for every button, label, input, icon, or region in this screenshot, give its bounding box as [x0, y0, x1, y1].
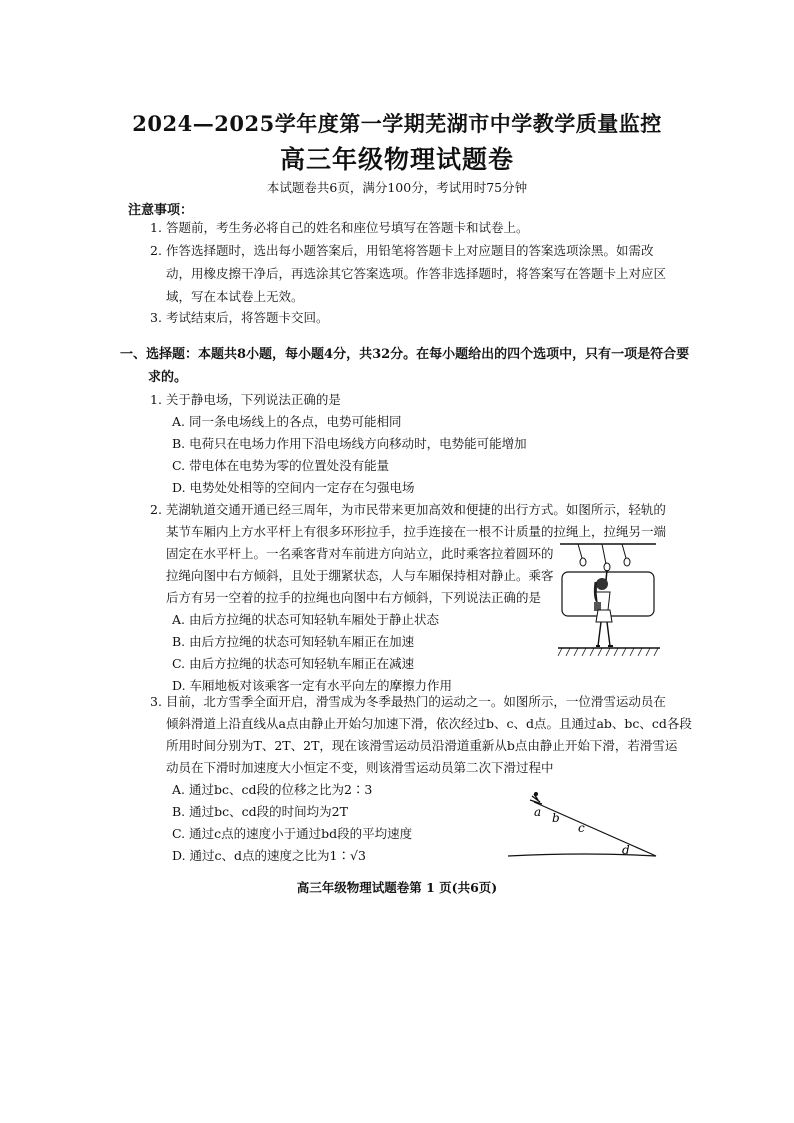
page-footer: 高三年级物理试题卷第 1 页(共6页) [296, 880, 498, 895]
question-2-option-c: C. 由后方拉绳的状态可知轻轨车厢正在减速 [172, 656, 415, 671]
section-heading-line: 一、选择题：本题共8小题，每小题4分，共32分。在每小题给出的四个选项中，只有一项是符合要 [120, 347, 690, 362]
point-label-c: c [578, 821, 585, 835]
exam-meta: 本试题卷共6页，满分100分，考试用时75分钟 [266, 180, 528, 195]
notice-item-text: 域，写在本试卷上无效。 [166, 289, 304, 304]
question-3-option-a: A. 通过bc、cd段的位移之比为2∶3 [172, 782, 373, 797]
question-1-option-c: C. 带电体在电势为零的位置处没有能量 [172, 458, 390, 473]
question-2-stem-line: 2. 芜湖轨道交通开通已经三周年，为市民带来更加高效和便捷的出行方式。如图所示，轻轨的 [150, 502, 666, 517]
question-3-stem-line: 所用时间分别为T、2T、2T，现在该滑雪运动员沿滑道重新从b点由静止开始下滑，若滑雪运 [166, 738, 678, 753]
question-3-option-c: C. 通过c点的速度小于通过bd段的平均速度 [172, 826, 413, 841]
notice-item-1 [150, 216, 710, 239]
exam-title: 2024—2025学年度第一学期芜湖市中学教学质量监控 [132, 111, 662, 136]
passenger [594, 544, 613, 646]
notice-item-number: 1. [150, 220, 162, 235]
question-2-stem-line: 固定在水平杆上。一名乘客背对车前进方向站立，此时乘客拉着圆环的 [166, 546, 554, 561]
question-3-option-b: B. 通过bc、cd段的时间均为2T [172, 804, 348, 819]
notice-item-2 [150, 239, 710, 308]
hanging-strap-front [622, 544, 630, 566]
section-heading [120, 343, 710, 389]
notice-item-number: 3. [150, 310, 162, 325]
notice-item-3 [150, 306, 710, 329]
notice-heading: 注意事项： [128, 203, 194, 218]
train-passenger-figure [556, 540, 662, 662]
question-2-option-a: A. 由后方拉绳的状态可知轻轨车厢处于静止状态 [172, 612, 439, 627]
point-label-d: d [622, 843, 630, 857]
question-3-stem-line: 倾斜滑道上沿直线从a点由静止开始匀加速下滑，依次经过b、c、d点。且通过ab、bc、cd各段 [166, 716, 692, 731]
ski-slope-figure [496, 786, 662, 862]
question-2-stem-line: 后方有另一空着的拉手的拉绳也向图中右方倾斜，下列说法正确的是 [166, 590, 542, 605]
section-heading-line: 求的。 [148, 370, 188, 385]
question-1-stem: 1. 关于静电场，下列说法正确的是 [150, 392, 341, 407]
question-2-stem-line: 某节车厢内上方水平杆上有很多环形拉手，拉手连接在一根不计质量的拉绳上，拉绳另一端 [166, 524, 667, 539]
notice-item-text: 考试结束后，将答题卡交回。 [166, 310, 329, 325]
exam-subtitle: 高三年级物理试题卷 [279, 145, 514, 174]
question-3-stem-line: 3. 目前，北方雪季全面开启，滑雪成为冬季最热门的运动之一。如图所示，一位滑雪运动员在 [150, 694, 666, 709]
floor-hatching [558, 648, 660, 656]
question-2-option-b: B. 由后方拉绳的状态可知轻轨车厢正在加速 [172, 634, 415, 649]
question-1-option-a: A. 同一条电场线上的各点，电势可能相同 [172, 414, 402, 429]
question-3-stem-line: 动员在下滑时加速度大小恒定不变，则该滑雪运动员第二次下滑过程中 [166, 760, 554, 775]
ground-curve [508, 854, 656, 856]
question-2-option-d: D. 车厢地板对该乘客一定有水平向左的摩擦力作用 [172, 678, 453, 693]
notice-item-text: 作答选择题时，选出每小题答案后，用铅笔将答题卡上对应题目的答案选项涂黑。如需改 [166, 243, 654, 258]
skier-icon [530, 792, 542, 804]
notice-item-text: 答题前，考生务必将自己的姓名和座位号填写在答题卡和试卷上。 [166, 220, 529, 235]
notice-item-number: 2. [150, 243, 162, 258]
question-1-option-b: B. 电荷只在电场力作用下沿电场线方向移动时，电势能可能增加 [172, 436, 527, 451]
notice-item-text: 动，用橡皮擦干净后，再选涂其它答案选项。作答非选择题时，将答案写在答题卡上对应区 [166, 266, 667, 281]
point-label-a: a [534, 805, 542, 819]
question-3-option-d: D. 通过c、d点的速度之比为1∶√3 [172, 848, 366, 863]
question-1-option-d: D. 电势处处相等的空间内一定存在匀强电场 [172, 480, 415, 495]
point-label-b: b [552, 811, 560, 825]
question-2-stem-line: 拉绳向图中右方倾斜，且处于绷紧状态，人与车厢保持相对静止。乘客 [166, 568, 554, 583]
hanging-strap-rear [578, 544, 586, 566]
